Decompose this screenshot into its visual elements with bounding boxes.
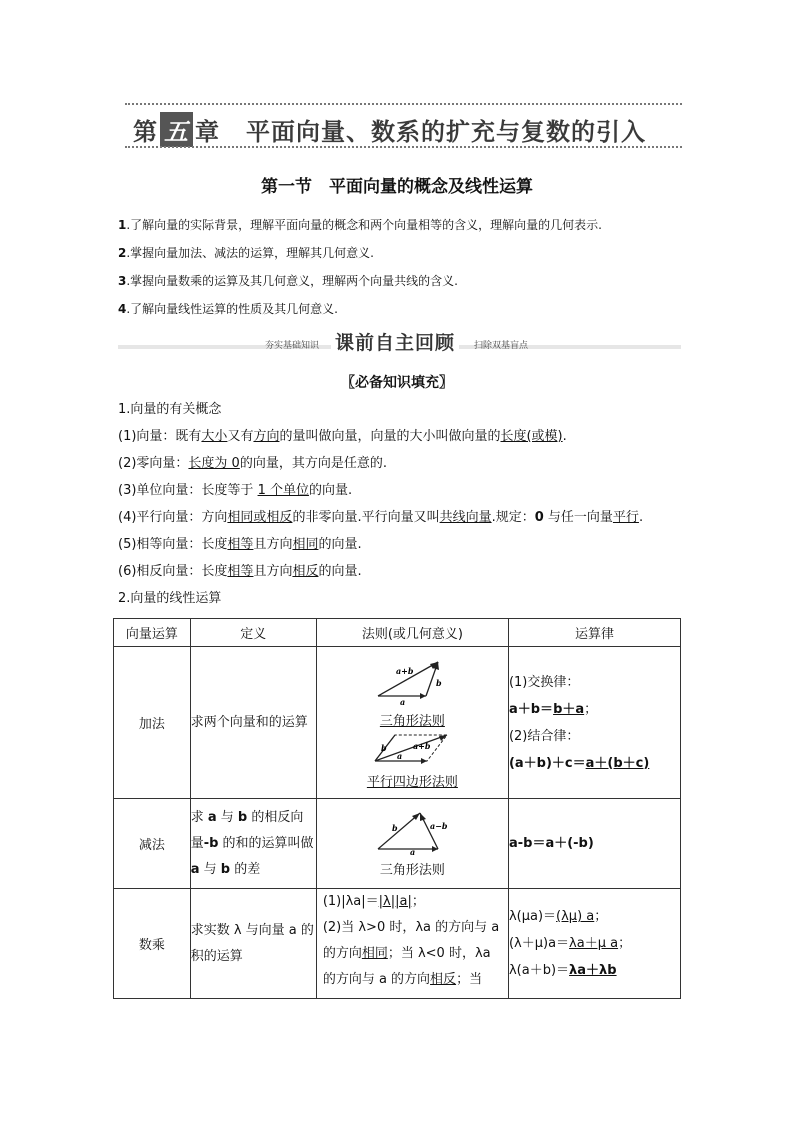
op-rule: (1)|λa|＝|λ||a|； (2)当 λ>0 时，λa 的方向与 a 的方向相同；当 λ<0 时，λa 的方向与 a 的方向相反；当 xyxy=(316,889,508,999)
goal-item: 3.掌握向量数乘的运算及其几何意义，理解两个向量共线的含义. xyxy=(118,274,458,288)
banner-right-text: 扫除双基盲点 xyxy=(474,341,529,351)
label-a: a xyxy=(410,847,416,855)
label-a-minus-b: a−b xyxy=(430,821,448,831)
chapter-title: 平面向量、数系的扩充与复数的引入 xyxy=(246,118,646,146)
table-row xyxy=(114,799,681,889)
table-row xyxy=(114,889,681,999)
op-laws: a-b＝a＋(-b) xyxy=(508,799,680,889)
concept-zero-vector: (2)零向量：长度为 0的向量，其方向是任意的. xyxy=(118,456,387,471)
concept-equal-vectors: (5)相等向量：长度相等且方向相同的向量. xyxy=(118,537,362,552)
table-header-row xyxy=(114,619,681,647)
banner-left-text: 夯实基础知识 xyxy=(265,341,320,351)
header-cell: 运算律 xyxy=(508,619,680,647)
op-definition: 求 a 与 b 的相反向量-b 的和的运算叫做 a 与 b 的差 xyxy=(190,799,316,889)
op-name: 减法 xyxy=(114,799,191,889)
banner-dotted-rule-bottom xyxy=(125,146,682,148)
concept-unit-vector: (3)单位向量：长度等于 1 个单位的向量. xyxy=(118,483,353,498)
op-rule xyxy=(316,647,508,799)
triangle-rule-diagram xyxy=(372,656,452,706)
concept-list xyxy=(118,399,688,615)
op-rule xyxy=(316,799,508,889)
label-b: b xyxy=(392,823,398,833)
op-definition: 求两个向量和的运算 xyxy=(190,647,316,799)
subtraction-triangle-diagram xyxy=(372,809,452,855)
op-definition: 求实数 λ 与向量 a 的积的运算 xyxy=(190,889,316,999)
label-a: a xyxy=(397,750,403,761)
subtraction-rule-caption: 三角形法则 xyxy=(379,863,445,878)
fill-section-title: 〖必备知识填充〗 xyxy=(341,375,453,391)
linear-ops-heading: 2.向量的线性运算 xyxy=(118,591,222,606)
banner-main-text: 课前自主回顾 xyxy=(331,328,459,355)
review-banner xyxy=(118,328,681,356)
header-cell: 法则(或几何意义) xyxy=(316,619,508,647)
linear-operations-table xyxy=(113,618,681,999)
op-name: 数乘 xyxy=(114,889,191,999)
label-a: a xyxy=(400,696,406,706)
op-name: 加法 xyxy=(114,647,191,799)
label-b: b xyxy=(381,742,387,753)
chapter-prefix: 第 xyxy=(133,118,158,146)
header-cell: 定义 xyxy=(190,619,316,647)
banner-dotted-rule-top xyxy=(125,103,682,105)
triangle-rule-caption: 三角形法则 xyxy=(379,713,445,729)
concepts-heading: 1.向量的有关概念 xyxy=(118,402,222,417)
learning-goals xyxy=(118,215,698,327)
header-cell: 向量运算 xyxy=(114,619,191,647)
goal-item: 1.了解向量的实际背景，理解平面向量的概念和两个向量相等的含义，理解向量的几何表示. xyxy=(118,218,602,232)
chapter-suffix: 章 xyxy=(195,118,220,146)
concept-parallel-vectors: (4)平行向量：方向相同或相反的非零向量.平行向量又叫共线向量.规定：0 与任一向量平行. xyxy=(118,510,644,525)
goal-item: 4.了解向量线性运算的性质及其几何意义. xyxy=(118,302,338,316)
parallelogram-rule-caption: 平行四边形法则 xyxy=(366,774,458,790)
label-a-plus-b: a+b xyxy=(413,740,431,751)
label-a-plus-b: a+b xyxy=(396,665,414,676)
parallelogram-rule-diagram xyxy=(369,729,455,767)
table-row xyxy=(114,647,681,799)
concept-vector: (1)向量：既有大小又有方向的量叫做向量，向量的大小叫做向量的长度(或模). xyxy=(118,429,567,444)
concept-opposite-vectors: (6)相反向量：长度相等且方向相反的向量. xyxy=(118,564,362,579)
chapter-heading xyxy=(133,112,693,146)
op-laws: (1)交换律： a＋b＝b＋a； (2)结合律： (a＋b)＋c＝a＋(b＋c) xyxy=(508,647,680,799)
chapter-number: 五 xyxy=(160,112,193,147)
goal-item: 2.掌握向量加法、减法的运算，理解其几何意义. xyxy=(118,246,374,260)
label-b: b xyxy=(436,677,442,688)
section-title: 第一节 平面向量的概念及线性运算 xyxy=(261,177,533,197)
op-laws: λ(μa)＝(λμ) a； (λ＋μ)a＝λa＋μ a； λ(a＋b)＝λa＋λb xyxy=(508,889,680,999)
